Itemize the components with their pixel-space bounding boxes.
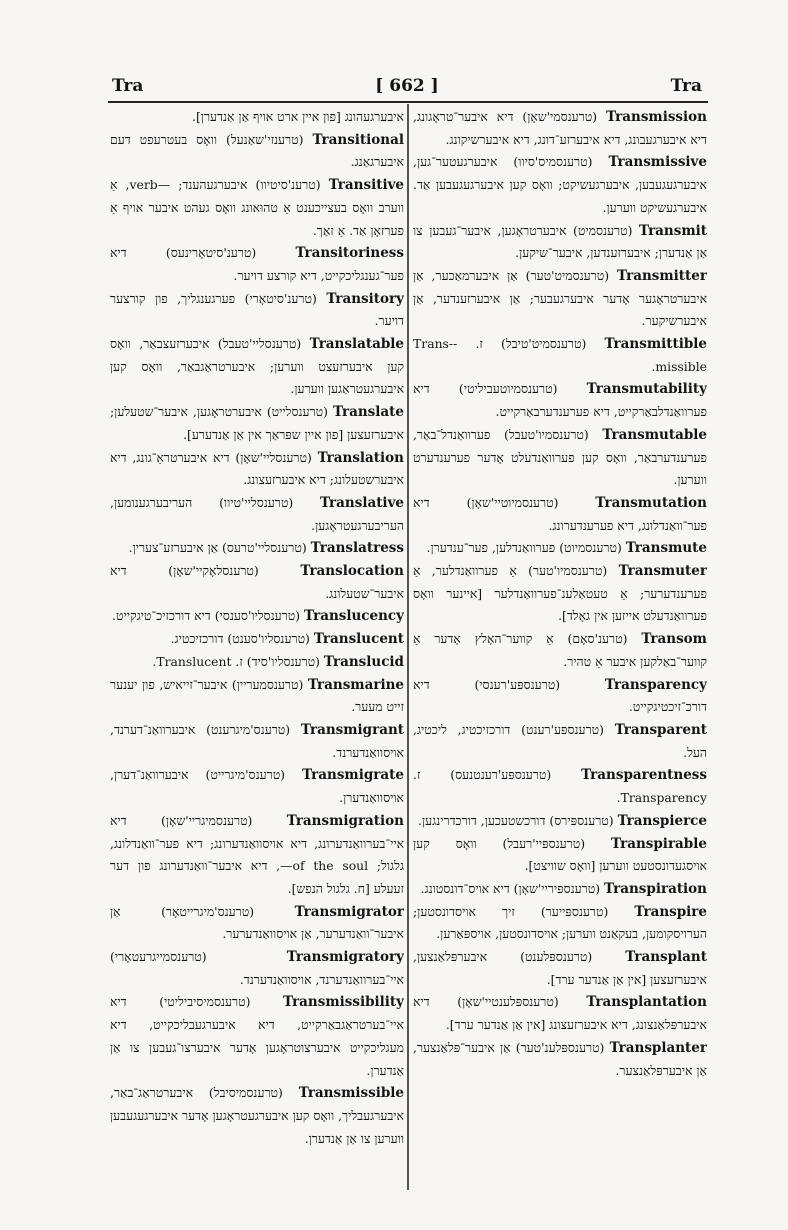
page-number: [ 662 ]	[375, 76, 439, 96]
dictionary-entry	[413, 901, 707, 946]
entry-headword: Translucent	[313, 631, 404, 648]
entry-definition: זיך אויסדונסטען; הערויסקומען, בעקאַנט ווערען; אויסדונסטען, אויספּאַרען.	[413, 903, 707, 942]
entry-definition: איבערטראָגען, איבער־שטעלען; איבערזעצען [פון איין שפּראַך אין אַן אַנדערע].	[110, 404, 404, 442]
running-header	[112, 72, 702, 100]
entry-definition: ז. Trans--missible.	[413, 336, 707, 374]
entry-definition: דיא איבערטראַ־גונג, דיא איבערשטעלונג; דיא איבערזעצונג.	[110, 449, 404, 488]
dictionary-entry	[413, 833, 707, 878]
entry-headword: Transitory	[326, 290, 404, 307]
entry-definition: דיא איבער־שטעלונג.	[110, 563, 404, 601]
entry-definition: פערוואַנדלען, פער־ענדערן.	[426, 540, 556, 556]
entry-pronunciation: (טרענספּירס)	[549, 812, 614, 828]
dictionary-entry	[413, 151, 707, 219]
entry-headword: Transmission	[606, 109, 707, 125]
entry-definition: דיא פער־גענגליכקייט, דיא קורצע דויער.	[110, 245, 404, 283]
dictionary-entry	[413, 946, 707, 991]
dictionary-entry	[110, 288, 404, 333]
entry-pronunciation: (טרענזי'שאַנעל)	[226, 131, 304, 147]
entry-headword: Transmissive	[608, 154, 707, 171]
entry-headword: Translative	[319, 494, 404, 511]
entry-headword: Transpire	[634, 903, 707, 920]
dictionary-entry	[110, 901, 404, 946]
entry-definition: אַ קווער־האָלץ אָדער אַ קווער־באַלקען איבער אַ טהיר.	[413, 631, 707, 669]
header-left-guide: Tra	[112, 76, 144, 96]
entry-definition: אַן איבער־פּלאַנצער, אַן איבערפּלאַנצער.	[413, 1039, 707, 1078]
entry-definition: דיא דורכ־זיכטיגקייט.	[413, 676, 707, 715]
entry-pronunciation: (טרענספּייער)	[540, 903, 609, 919]
entry-pronunciation: (טרענסלייט)	[266, 404, 328, 420]
entry-definition: איבערטראָגען, איבער־געבען צו אַן אַנדערן; איבערזענדען, איבער־שיקען.	[413, 222, 707, 261]
entry-headword: Transmigration	[286, 812, 404, 829]
entry-pronunciation: (טרענסמיט'טער)	[525, 267, 610, 283]
entry-headword: Transmit	[639, 222, 707, 239]
dictionary-entry	[110, 674, 404, 719]
header-rule	[108, 101, 708, 103]
entry-headword: Transitive	[328, 177, 404, 194]
dictionary-entry	[110, 1082, 404, 1150]
entry-pronunciation: (טרענסליו'סיד)	[246, 653, 320, 669]
dictionary-entry	[110, 492, 404, 537]
dictionary-entry	[413, 991, 707, 1036]
entry-headword: Transmutable	[602, 426, 707, 443]
entry-definition: אַן איבער־וואַנדערער, אַן אויסוואַנדערער.	[110, 903, 404, 942]
entry-definition: דורכשטעכען, דורכדרינגען.	[418, 812, 546, 828]
entry-definition: דיא פערוואַנדלבאַרקייט, דיא פערענדערבאַרקייט.	[413, 381, 707, 420]
dictionary-entry	[110, 991, 404, 1082]
dictionary-entry	[110, 719, 404, 764]
entry-headword: Transom	[641, 631, 707, 648]
entry-pronunciation: (טרענספּע'רענטנעס)	[450, 767, 552, 783]
entry-pronunciation: (טרענספּיריי'שאָן)	[513, 880, 601, 896]
entry-definition: פערגענגליך, פון קורצער דויער.	[110, 290, 404, 329]
dictionary-entry	[110, 628, 404, 651]
entry-pronunciation: (טרענסמיסיבל)	[208, 1085, 283, 1101]
entry-headword: Transmittible	[604, 336, 707, 353]
dictionary-entry	[413, 764, 707, 809]
entry-headword: Transplanter	[609, 1039, 707, 1056]
dictionary-entry	[110, 560, 404, 605]
dictionary-entry	[110, 401, 404, 446]
entry-definition: דיא איי־בערטראַגבאַרקייט, דיא איבערגעבליכקייט, דיא מעגליכקייט איבערצוטראָגען אָדער איבערצו־געבען צו אַן אַנדערן.	[110, 994, 404, 1078]
entry-definition: דורכזיכטיג.	[170, 631, 224, 647]
dictionary-entry	[413, 265, 707, 333]
dictionary-entry	[110, 605, 404, 628]
entry-headword: Transmutation	[595, 494, 707, 511]
entry-headword: Translate	[332, 404, 404, 421]
entry-headword: Translation	[317, 449, 404, 466]
entry-pronunciation: (טרענסליו'סענסי)	[214, 608, 301, 624]
entry-pronunciation: (טרענס'מיגרענט)	[206, 721, 291, 737]
entry-definition: אַ פערוואַנדלער, אַ פערענדערער; אַ טעטאַלענ־פערוואַנדלער [איינער וואָס פערוואַנדעלט אייזען אין גאָלד].	[413, 563, 707, 624]
entry-headword: Transmarine	[307, 676, 404, 693]
entry-definition: איבערטראַג־באַר, איבערגעבליך, וואָס קען איבערגעטראָגען אָדער איבערגעגעבען ווערען צו אַן אַנדערן.	[110, 1085, 404, 1146]
entry-pronunciation: (טרענסמעריין)	[231, 676, 304, 692]
dictionary-entry	[110, 810, 404, 901]
dictionary-entry	[110, 946, 404, 991]
entry-headword: Transmissibility	[283, 994, 404, 1011]
entry-pronunciation: (טרענס'מיגרייט)	[205, 767, 286, 783]
column-divider	[407, 104, 409, 1190]
entry-pronunciation: (טרענ'סיטאָרינעס)	[165, 245, 257, 261]
entry-definition: דיא אויס־דונסטונג.	[420, 880, 510, 896]
entry-definition: וואָס קען אויסגעדונסטעט ווערען [וואָס שוויצט].	[413, 835, 707, 874]
entry-pronunciation: (טרענסמיסיביליטי)	[159, 994, 251, 1010]
dictionary-entry	[110, 537, 404, 560]
entry-headword: Transmitter	[617, 267, 707, 284]
entry-pronunciation: (טרענסליי'טרעס)	[222, 540, 307, 556]
entry-pronunciation: (טרענ'סיטיוו)	[255, 177, 321, 193]
entry-headword: Transmuter	[618, 563, 707, 580]
entry-definition: וואָס בעטרעפט דעם איבערגאַנג.	[110, 131, 404, 170]
dictionary-entry	[413, 719, 707, 764]
dictionary-entry	[413, 674, 707, 719]
entry-pronunciation: (טרענספּלענ'טער)	[515, 1039, 605, 1055]
entry-pronunciation: (טרענסליי'טיוו)	[219, 494, 294, 510]
entry-pronunciation: (טרענסמייגרעטאָרי)	[110, 949, 207, 965]
dictionary-entry	[110, 106, 404, 129]
entry-headword: Transmigratory	[286, 949, 404, 966]
entry-pronunciation: (טרענסליי'טעבל)	[217, 336, 302, 352]
dictionary-entry	[110, 333, 404, 401]
right-column	[413, 106, 707, 1186]
entry-pronunciation: (טרענספּע'רענט)	[521, 721, 604, 737]
entry-pronunciation: (טרענסמיו'טער)	[528, 563, 608, 579]
entry-definition: דיא פער־וואַנדלונג, דיא פערענדערונג.	[413, 494, 707, 533]
entry-definition: פערוואַנדל־באַר, פערענדערבאַר, וואָס קען פערוואַנדעלט אָדער פערענדערט ווערען.	[413, 426, 707, 488]
entry-definition: דיא איי־בערוואַנדערונג, דיא אויסוואַנדערונג; דיא פער־וואַנדלונג, גלגול; of the soul—, דיא איבער־וואַנדערונג פון דער זעעלע [ח. גלגול הנפש].	[110, 812, 404, 896]
entry-pronunciation: (טרענס'מיגרייטאָר)	[161, 903, 255, 919]
entry-pronunciation: (טרענסמיגריי'שאָן)	[161, 812, 253, 828]
entry-definition: אַן איבערזע־צערין.	[128, 540, 219, 556]
entry-definition: ז. Translucent.	[152, 653, 243, 669]
dictionary-entry	[110, 651, 404, 674]
entry-pronunciation: (טרענסליי'שאָן)	[235, 449, 312, 465]
entry-headword: Transitional	[312, 131, 404, 148]
entry-pronunciation: (טרענסמיוטעביליטי)	[458, 381, 558, 397]
entry-pronunciation: (טרענ'סאָם)	[567, 631, 628, 647]
dictionary-entry	[110, 764, 404, 809]
entry-definition: איי־בערוואַנדערנד, אויסוואַנדערנד.	[239, 971, 404, 987]
entry-definition: דורכזיכטיג, ליכטיג, העל.	[413, 721, 707, 760]
entry-pronunciation: (טרענספּיי'רעבל)	[502, 835, 586, 851]
dictionary-entry	[110, 129, 404, 174]
entry-pronunciation: (טרענסמיו'טעבל)	[503, 426, 589, 442]
entry-headword: Transmute	[625, 540, 707, 557]
entry-headword: Transpierce	[617, 812, 707, 829]
entry-headword: Transmigrator	[294, 903, 404, 920]
entry-headword: Transmutability	[586, 381, 707, 398]
entry-definition: איבער־זייאיש, פון יענער זייט מעער.	[110, 676, 404, 715]
entry-headword: Transplant	[625, 949, 707, 966]
entry-headword: Transmigrate	[302, 767, 404, 784]
dictionary-entry	[413, 333, 707, 378]
dictionary-entry	[110, 174, 404, 242]
entry-headword: Translucid	[323, 653, 404, 670]
dictionary-entry	[413, 1037, 707, 1082]
entry-pronunciation: (טרענסמיט'טיבל)	[501, 336, 587, 352]
entry-definition: איבערפּלאַנצען, איבערזעצען [אין אַן אַנדער ערד].	[413, 949, 707, 987]
header-right-guide: Tra	[670, 76, 702, 96]
dictionary-entry	[413, 220, 707, 265]
entry-headword: Transpiration	[604, 880, 707, 897]
entry-pronunciation: (טרענ'סיטאָרי)	[244, 290, 317, 306]
entry-pronunciation: (טרענסמי'שאָן)	[522, 109, 598, 124]
entry-headword: Transitoriness	[295, 245, 404, 262]
entry-headword: Transplantation	[586, 994, 707, 1011]
entry-definition: איבערוואַנ־דערן, אויסוואַנדערן.	[110, 767, 404, 806]
entry-headword: Translatress	[310, 540, 404, 557]
dictionary-entry	[413, 537, 707, 560]
entry-headword: Transmissible	[298, 1085, 404, 1102]
entry-headword: Transmigrant	[300, 721, 404, 738]
entry-headword: Translatable	[309, 336, 404, 353]
entry-definition: דיא איבערפּלאַנצונג, דיא איבערזעצונג [אין אַן אַנדער ערד].	[413, 994, 707, 1033]
entry-pronunciation: (טרענסמיט)	[573, 222, 633, 238]
left-column	[110, 106, 404, 1186]
entry-definition: איבערגעטער־גען, איבערגעגעבען, איבערגעשיקט; וואָס קען איבערגעגעבען אַד. איבערגעשיקט ווערען.	[413, 154, 707, 215]
entry-definition: העריבערגענומען, העריבערגעטראָגען.	[110, 494, 404, 533]
entry-pronunciation: (טרענסליו'סענט)	[227, 631, 310, 647]
entry-pronunciation: (טרענסמיס'סיוו)	[513, 154, 593, 170]
dictionary-entry	[413, 378, 707, 423]
entry-definition: איבערוואַנ־דערנד, אויסוואַנדערנד.	[110, 721, 404, 760]
entry-pronunciation: (טרענספּלענט)	[520, 949, 593, 965]
dictionary-entry	[413, 424, 707, 492]
entry-definition: דיא איבער־טראָגונג, דיא איבערגעבונג, דיא איבערזע־דונג, דיא איבערשיקונג.	[413, 109, 707, 147]
entry-headword: Translocation	[300, 563, 404, 580]
entry-definition: איבערזעצבאַר, וואָס קען איבערזעצט ווערען; איבערטראַגבאַר, וואָס קען איבערגעטראַגען ווערען.	[110, 336, 404, 397]
entry-headword: Transparentness	[581, 767, 707, 784]
entry-pronunciation: (טרענספּלענטיי'שאָן)	[457, 994, 559, 1010]
dictionary-entry	[413, 628, 707, 673]
entry-definition: איבערגעהענד; —verb, אַ ווערב וואָס בעצייכענט אַ טהוּאונג וואָס געהט איבער אויף אַ פערזאָן אַד. אַ זאַך.	[110, 177, 404, 238]
dictionary-entry	[413, 810, 707, 833]
dictionary-entry	[413, 106, 707, 151]
entry-headword: Transparent	[614, 721, 707, 738]
dictionary-entry	[110, 242, 404, 287]
entry-definition: ז. Transparency.	[413, 767, 707, 806]
entry-definition: דיא דורכזיכ־טיגקייט.	[112, 608, 211, 624]
dictionary-entry	[413, 492, 707, 537]
entry-pronunciation: (טרענסלאָקיי'שאָן)	[168, 563, 259, 579]
dictionary-entry	[110, 447, 404, 492]
entry-headword: Transpirable	[611, 835, 707, 852]
entry-definition: איבערגעהונג [פון איין ארט אויף אַן אַנדערן].	[192, 109, 404, 124]
entry-pronunciation: (טרענסמיוטיי'שאָן)	[466, 494, 559, 510]
dictionary-entry	[413, 560, 707, 628]
entry-headword: Translucency	[304, 608, 404, 625]
entry-definition: אַן איבערמאַכער, אַן איבערטראָגער אָדער איבערגעבער; אַן איבערזענדער, אַן איבערשיקער.	[413, 267, 707, 329]
entry-headword: Transparency	[604, 676, 707, 693]
entry-pronunciation: (טרענסמיוט)	[559, 540, 622, 556]
dictionary-entry	[413, 878, 707, 901]
entry-pronunciation: (טרענספּע'רענסי)	[474, 676, 561, 692]
